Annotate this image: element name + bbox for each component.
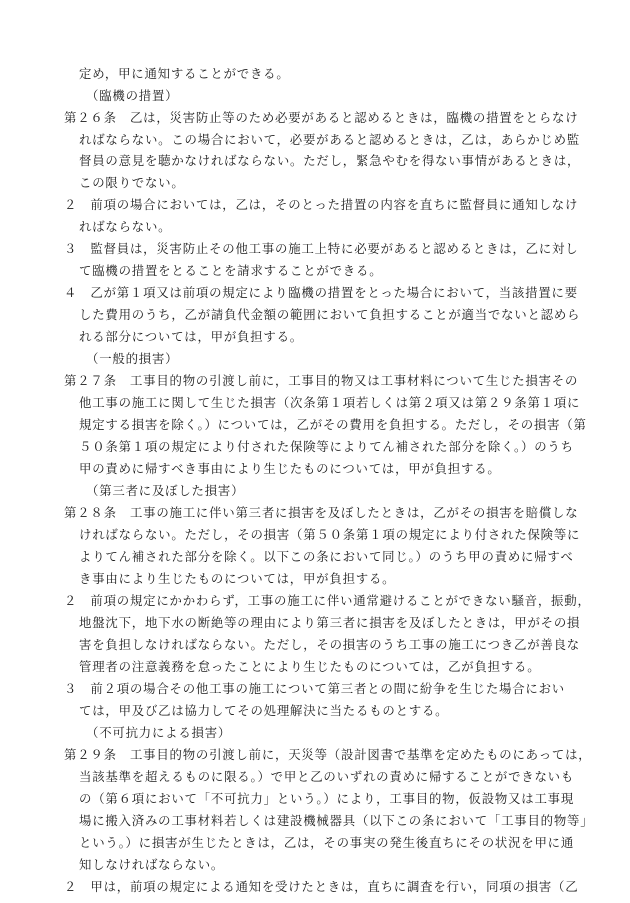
text-line: 害を負担しなければならない。ただし，その損害のうち工事の施工につき乙が善良な [79, 637, 580, 652]
paragraph-3: ３ 前２項の場合その他工事の施工について第三者との間に紛争を生じた場合におい [64, 681, 565, 696]
paragraph-2: ２ 前項の場合においては，乙は，そのとった措置の内容を直ちに監督員に通知しなけ [64, 197, 579, 212]
text-line: ては，甲及び乙は協力してその処理解決に当たるものとする。 [79, 703, 449, 718]
text-line: き事由により生じたものについては，甲が負担する。 [79, 571, 396, 586]
paragraph-4: ４ 乙が第１項又は前項の規定により臨機の措置をとった場合において，当該措置に要 [64, 285, 578, 300]
article-27: 第２７条 工事目的物の引渡し前に，工事目的物又は工事材料について生じた損害その [64, 373, 579, 388]
section-heading: （一般的損害） [86, 351, 179, 366]
article-29: 第２９条 工事目的物の引渡し前に，天災等（設計図書で基準を定めたものにあっては， [64, 747, 592, 762]
text-line: ればならない。この場合において，必要があると認めるときは，乙は，あらかじめ監 [79, 132, 580, 147]
text-line: ５０条第１項の規定により付された保険等によりてん補された部分を除く。）のうち [79, 439, 574, 454]
text-line: 管理者の注意義務を怠ったことにより生じたものについては，乙が負担する。 [79, 659, 541, 674]
text-line: 督員の意見を聴かなければならない。ただし，緊急やむを得ない事情があるときは， [79, 153, 581, 168]
section-heading: （不可抗力による損害） [86, 725, 232, 740]
text-line: 地盤沈下，地下水の断絶等の理由により第三者に損害を及ぼしたときは，甲がその損 [79, 615, 581, 630]
section-heading: （第三者に及ぼした損害） [86, 483, 245, 498]
text-line: という。）に損害が生じたときは，乙は，その事実の発生後直ちにその状況を甲に通 [79, 835, 575, 850]
text-line: の（第６項において「不可抗力」という。）により，工事目的物，仮設物又は工事現 [79, 791, 575, 806]
text-line: 場に搬入済みの工事材料若しくは建設機械器具（以下この条において「工事目的物等」 [79, 813, 594, 828]
text-line: よりてん補された部分を除く。以下この条において同じ。）のうち甲の責めに帰すべ [79, 549, 574, 564]
text-line: 定め，甲に通知することができる。 [79, 66, 290, 81]
text-line: 甲の責めに帰すべき事由により生じたものについては，甲が負担する。 [79, 461, 501, 476]
text-line: 他工事の施工に関して生じた損害（次条第１項若しくは第２項又は第２９条第１項に [79, 395, 581, 410]
paragraph-2: ２ 前項の規定にかかわらず，工事の施工に伴い通常避けることができない騒音，振動， [64, 593, 591, 608]
text-line: ればならない。 [79, 219, 172, 234]
text-line: れる部分については，甲が負担する。 [79, 329, 303, 344]
paragraph-2: ２ 甲は，前項の規定による通知を受けたときは，直ちに調査を行い，同項の損害（乙 [64, 879, 579, 894]
article-28: 第２８条 工事の施工に伴い第三者に損害を及ぼしたときは，乙がその損害を賠償しな [64, 505, 579, 520]
paragraph-3: ３ 監督員は，災害防止その他工事の施工上特に必要があると認めるときは，乙に対し [64, 241, 579, 256]
text-line: この限りでない。 [79, 175, 185, 190]
article-26: 第２６条 乙は，災害防止等のため必要があると認めるときは，臨機の措置をとらなけ [64, 110, 579, 125]
text-line: 知しなければならない。 [79, 857, 225, 872]
text-line: した費用のうち，乙が請負代金額の範囲において負担することが適当でないと認めら [79, 307, 581, 322]
text-line: 当該基準を超えるものに限る。）で甲と乙のいずれの責めに帰することができないも [79, 769, 575, 784]
text-line: 規定する損害を除く。）については，乙がその費用を負担する。ただし，その損害（第 [79, 417, 587, 432]
text-line: て臨機の措置をとることを請求することができる。 [79, 263, 383, 278]
text-line: ければならない。ただし，その損害（第５０条第１項の規定により付された保険等に [79, 527, 581, 542]
section-heading: （臨機の措置） [86, 88, 179, 103]
